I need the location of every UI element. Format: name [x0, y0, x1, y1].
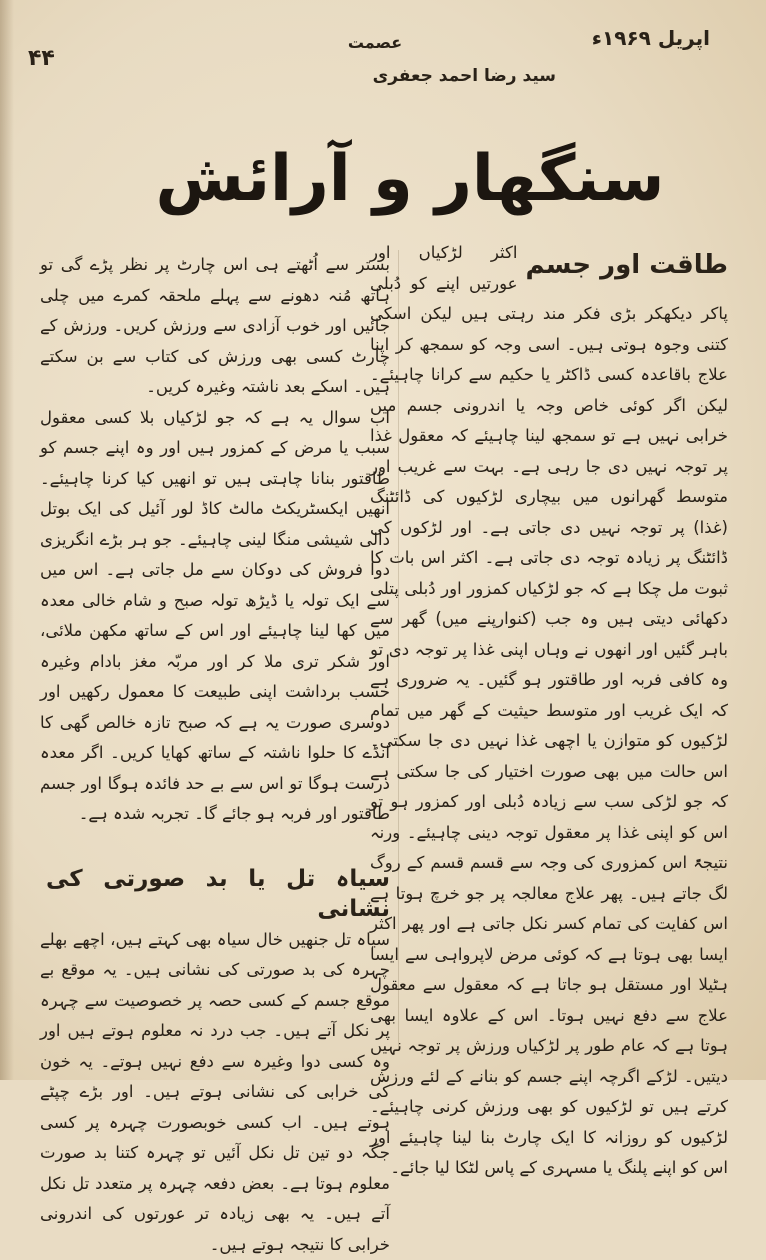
author-byline: سید رضا احمد جعفری [373, 66, 556, 86]
section-heading-moles: سیاہ تل یا بد صورتی کی نشانی [46, 864, 390, 925]
article-title-text: سنگھار و آرائش [156, 138, 665, 216]
page-number: ۴۴ [28, 46, 55, 71]
section-body-strength: اکثر لڑکیاں اور عورتیں اپنے کو دُبلی پاکر دیکھکر بڑی فکر مند رہتی ہیں لیکن اسکی کتنی وجوہ ہوتی ہیں۔ اسی وجہ کو سمجھ کر اپنا علاج باقاعدہ کسی ڈاکٹر یا حکیم سے کرانا چاہیئے۔ لیکن اگر کوئی خاص وجہ یا اندرونی جسم میں خرابی نہیں ہے تو سمجھ لینا چاہیئے کہ معقول غذا پر توجہ نہیں دی جا رہی ہے۔ بہت سے غریب اور متوسط گھرانوں میں بیچاری لڑکیوں کی ڈائٹنگ (غذا) پر توجہ نہیں دی جاتی ہے۔ اور لڑکوں کی ڈائٹنگ پر زیادہ توجہ دی جاتی ہے۔ اکثر اس بات کا ثبوت مل چکا ہے کہ جو لڑکیاں کمزور اور دُبلی پتلی دکھائی دیتی ہیں وہ جب (کنوارپنے میں) گھر سے باہر گئیں اور انھوں نے وہاں اپنی غذا پر توجہ دی تو وہ کافی فربہ اور طاقتور ہو گئیں۔ یہ ضروری ہے کہ ایک غریب اور متوسط حیثیت کے گھر میں تمام لڑکیوں کو متوازن یا اچھی غذا نہیں دی جا سکتی۔ اس حالت میں بھی صورت اختیار کی جا سکتی ہے کہ جو لڑکی سب سے زیادہ دُبلی اور کمزور ہو تو اس کو اپنی غذا پر معقول توجہ دینی چاہیئے۔ ورنہ نتیجۃً اس کمزوری کی وجہ سے قسم قسم کے روگ لگ جاتے ہیں۔ پھر علاج معالجہ پر جو خرچ ہوتا ہے اس کفایت کی تمام کسر نکل جاتی ہے اور پھر اکثر ایسا بھی ہوتا ہے کہ کوئی مرض لاپرواہی سے ایسا ہٹیلا اور مستقل ہو جاتا ہے کہ معقول سے معقول علاج سے دفع نہیں ہوتا۔ اس کے علاوہ ایسا بھی ہوتا ہے کہ عام طور پر لڑکیاں ورزش پر توجہ نہیں دیتیں۔ لڑکے اگرچہ اپنے جسم کو بنانے کے لئے ورزش کرتے ہیں تو لڑکیوں کو بھی ورزش کرنی چاہیئے۔ لڑکیوں کو روزانہ کا ایک چارٹ بنا لینا چاہیئے اور اس کو اپنے پلنگ یا مسہری کے پاس لٹکا لیا جائے۔ [370, 238, 728, 1184]
article-title-graphic [260, 100, 560, 250]
paragraph-exercise-chart: بستر سے اُٹھتے ہی اس چارٹ پر نظر پڑے گی تو ہاتھ مُنہ دھونے سے پہلے ملحقہ کمرے میں چلی جائیں اور خوب آزادی سے ورزش کریں۔ ورزش کے چارٹ کسی بھی ورزش کی کتاب سے بن سکتے ہیں۔ اسکے بعد ناشتہ وغیرہ کریں۔ [40, 250, 390, 403]
binding-shadow [0, 0, 14, 1080]
article-title [260, 100, 560, 250]
paragraph-weak-girls: اب سوال یہ ہے کہ جو لڑکیاں بلا کسی معقول سبب یا مرض کے کمزور ہیں اور وہ اپنے جسم کو طاقتور بنانا چاہتی ہیں تو انھیں کیا کرنا چاہیئے۔ انھیں ایکسٹریکٹ مالٹ کاڈ لور آئیل کی ایک بوتل دالی شیشی منگا لینی چاہیئے۔ جو ہر بڑے انگریزی دوا فروش کی دوکان سے مل جاتی ہے۔ اس میں سے ایک تولہ یا ڈیڑھ تولہ صبح و شام خالی معدہ میں کھا لینا چاہیئے اور اس کے ساتھ مکھن ملائی، اور شکر تری ملا کر اور مربّہ مغز بادام وغیرہ حسب برداشت اپنی طبیعت کا معمول رکھیں اور دوسری صورت یہ ہے کہ صبح تازہ خالص گھی کا انڈے کا حلوا ناشتہ کے ساتھ کھایا کریں۔ اگر معدہ درست ہوگا تو اس سے بے حد فائدہ ہوگا اور جسم طاقتور اور فربہ ہو جائے گا۔ تجربہ شدہ ہے۔ [40, 403, 390, 830]
right-column [370, 238, 728, 1184]
section-body-moles: سیاہ تل جنھیں خال سیاہ بھی کہتے ہیں، اچھے بھلے چہرہ کی بد صورتی کی نشانی ہیں۔ یہ موقع بے موقع جسم کے کسی حصہ پر خصوصیت سے چہرہ پر نکل آتے ہیں۔ جب درد نہ معلوم ہوتے ہیں اور وہ کسی دوا وغیرہ سے دفع نہیں ہوتے۔ یہ خون کی خرابی کی نشانی ہوتے ہیں۔ اور بڑے چپٹے ہوتے ہیں۔ اب کسی خوبصورت چہرہ پر کسی جگہ دو تین تل نکل آئیں تو چہرہ کتنا بد صورت معلوم ہوتا ہے۔ بعض دفعہ چہرہ پر متعدد تل نکل آتے ہیں۔ یہ بھی زیادہ تر عورتوں کی اندرونی خرابی کا نتیجہ ہوتے ہیں۔ [40, 852, 390, 1260]
magazine-name: عصمت [335, 33, 415, 52]
section-heading-strength: طاقت اور جسم [525, 248, 728, 282]
left-column [40, 250, 390, 1260]
section-moles [40, 852, 390, 1260]
issue-date: اپریل ۱۹۶۹ء [592, 26, 710, 50]
